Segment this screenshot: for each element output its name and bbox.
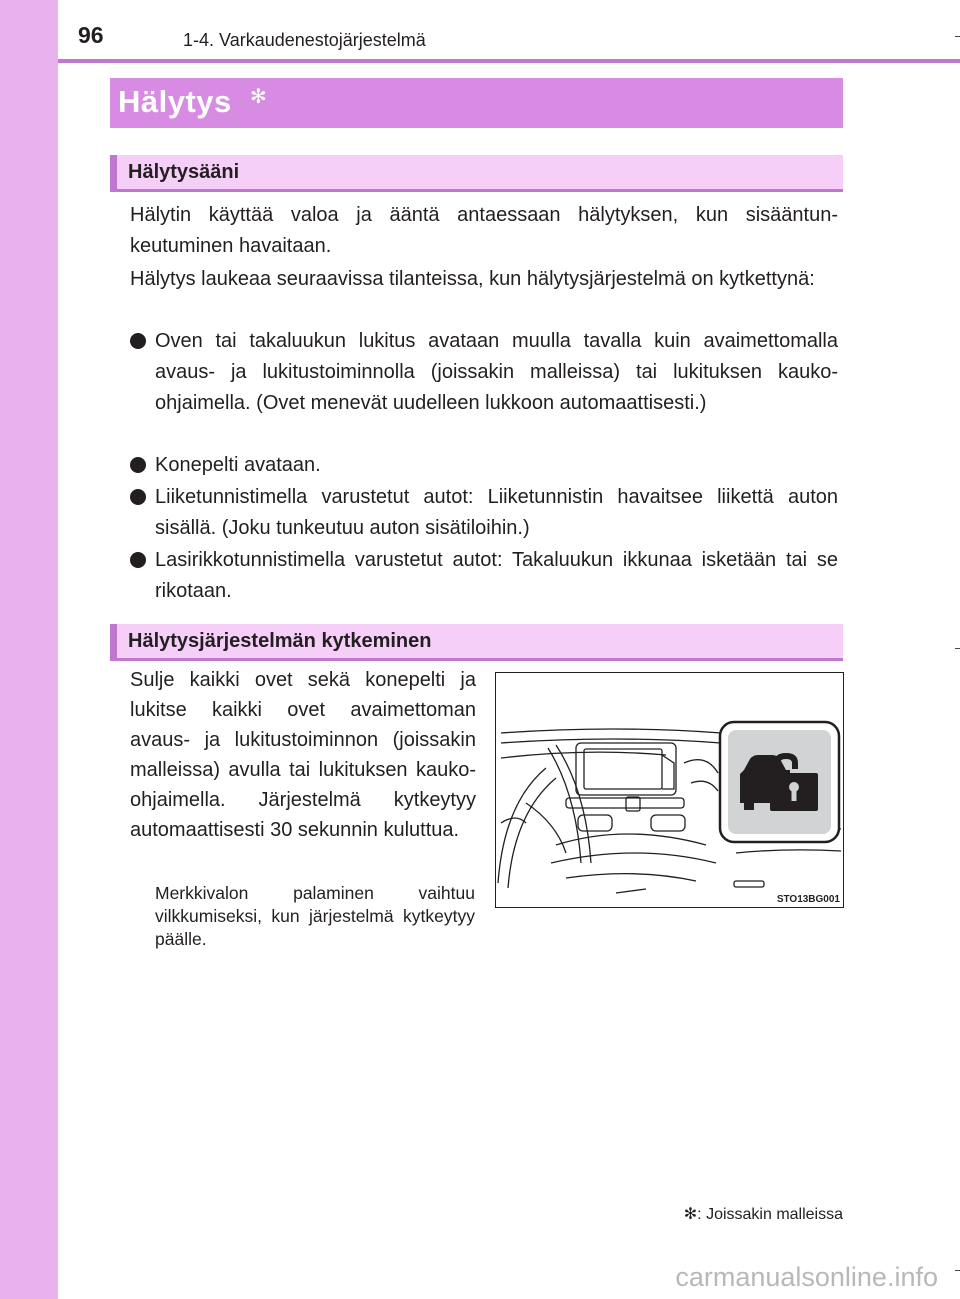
crop-mark xyxy=(955,36,960,37)
section-heading-alarm-setting xyxy=(110,624,843,661)
list-item-text: Oven tai takaluukun lukitus avataan muulla tavalla kuin avaimettomalla avaus- ja lukitustoiminnolla (joissakin malleissa) tai lukituksen kauko-ohjaimella. (Ovet menevät uudelleen lukkoon automaattisesti.) xyxy=(155,330,838,414)
watermark: carmanualsonline.info xyxy=(675,1262,938,1292)
footnote xyxy=(684,1204,843,1224)
page-title-bar xyxy=(110,78,843,128)
bullet-icon xyxy=(130,552,146,568)
footnote-marker: ✻ xyxy=(683,1206,698,1223)
section-heading-alarm-sound xyxy=(110,155,843,192)
indicator-note: Merkkivalon palaminen vaihtuu vilkkumiseksi, kun järjestelmä kytkeytyy päälle. xyxy=(155,883,475,949)
page-title-text: Hälytys xyxy=(118,84,232,119)
intro-paragraph: Hälytin käyttää valoa ja ääntä antaessaan hälytyksen, kun sisääntunkeutuminen havaitaan. xyxy=(130,204,838,257)
list-item-text: Lasirikkotunnistimella varustetut autot: Takaluukun ikkunaa isketään tai se rikotaan. xyxy=(155,549,838,602)
page-number: 96 xyxy=(78,22,104,48)
dashboard-illustration xyxy=(495,672,844,908)
footnote-text: : Joissakin malleissa xyxy=(697,1206,843,1223)
setting-paragraph: Sulje kaikki ovet sekä konepelti ja lukitse kaikki ovet avaimettoman avaus- ja lukitustoiminnon (joissakin malleissa) avulla tai lukituksen kauko-ohjaimella. Järjestelmä kytkeytyy automaattisesti 30 sekunnin kuluttua. xyxy=(130,669,476,841)
dashboard-drawing xyxy=(496,673,843,907)
bullet-icon xyxy=(130,333,146,349)
title-footnote-marker: ✻ xyxy=(250,86,268,108)
page-title xyxy=(118,84,268,120)
bullet-icon xyxy=(130,489,146,505)
figure-code: STO13BG001 xyxy=(776,894,840,905)
list-item-text: Konepelti avataan. xyxy=(155,454,321,476)
section-accent xyxy=(110,624,117,658)
list-item-text: Liiketunnistimella varustetut autot: Liiketunnistin havaitsee liikettä auton sisällä. (Joku tunkeutuu auton sisätiloihin.) xyxy=(155,486,838,539)
bullet-icon xyxy=(130,457,146,473)
lead-paragraph: Hälytys laukeaa seuraavissa tilanteissa, kun hälytysjärjestelmä on kytkettynä: xyxy=(130,268,815,290)
section-heading-label: Hälytysjärjestelmän kytkeminen xyxy=(128,630,432,652)
section-accent xyxy=(110,155,117,189)
header-rule xyxy=(58,59,960,63)
crop-mark xyxy=(955,648,960,649)
crop-mark xyxy=(955,1270,960,1271)
chapter-title: 1-4. Varkaudenestojärjestelmä xyxy=(183,30,426,50)
section-heading-label: Hälytysääni xyxy=(128,161,240,183)
side-tab xyxy=(0,0,58,1299)
